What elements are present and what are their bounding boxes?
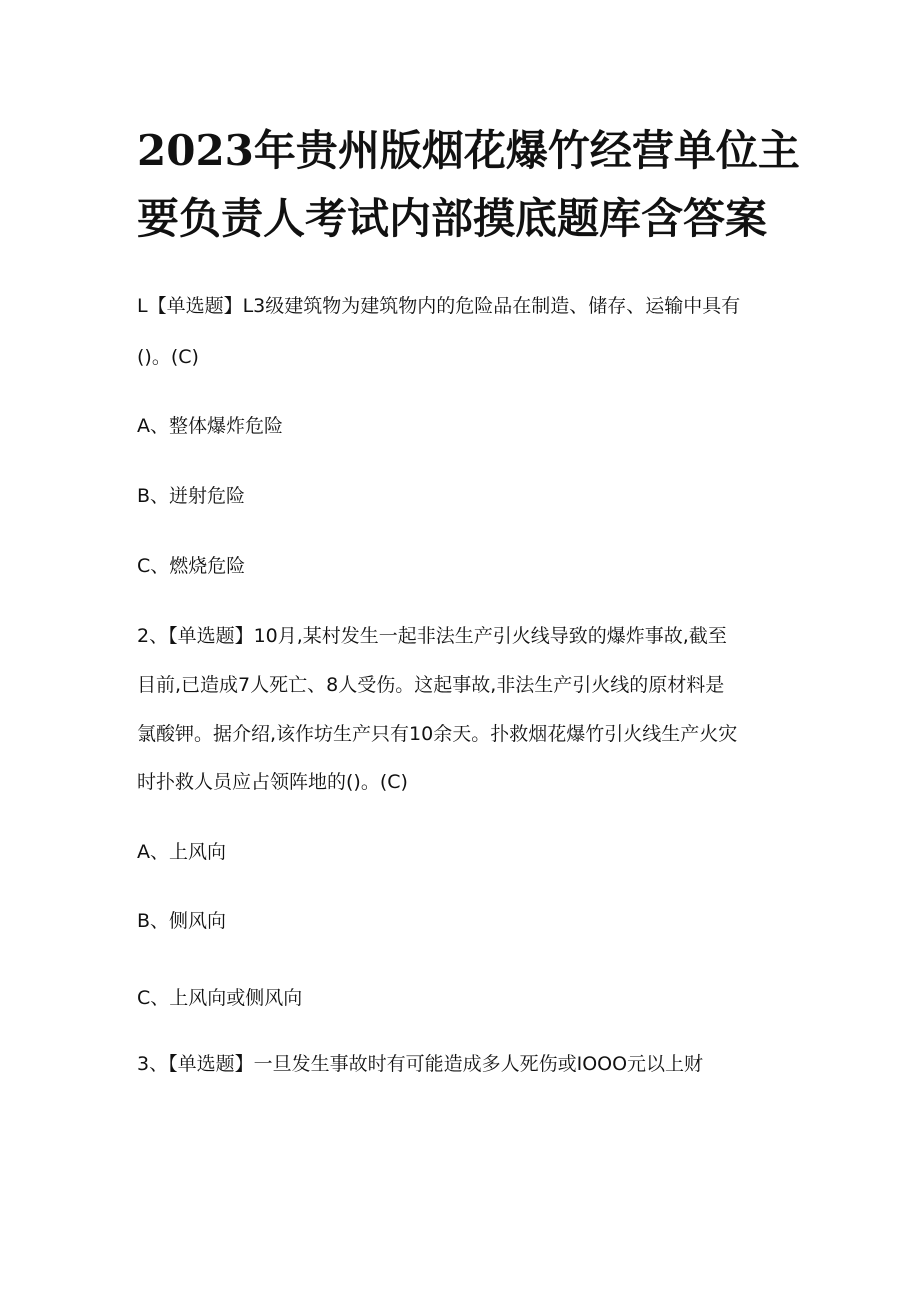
- q2-stem-line-2: 目前,已造成7人死亡、8人受伤。这起事故,非法生产引火线的原材料是: [137, 674, 725, 696]
- q2-stem-line-4: 时扑救人员应占领阵地的()。(C): [137, 771, 408, 793]
- q2-stem-line-3: 氯酸钾。据介绍,该作坊生产只有10余天。扑救烟花爆竹引火线生产火灾: [137, 723, 738, 745]
- q1-option-b: B、迸射危险: [137, 485, 246, 507]
- q1-stem-line-2: ()。(C): [137, 346, 199, 368]
- q2-option-c: C、上风向或侧风向: [137, 987, 303, 1009]
- q1-option-c: C、燃烧危险: [137, 555, 246, 577]
- document-title: [137, 117, 800, 253]
- q3-stem-line-1: 3、【单选题】一旦发生事故时有可能造成多人死伤或IOOO元以上财: [137, 1053, 704, 1075]
- q1-stem-line-1: L【单选题】L3级建筑物为建筑物内的危险品在制造、储存、运输中具有: [137, 295, 741, 317]
- title-line-2: 要负责人考试内部摸底题库含答案: [137, 194, 768, 243]
- title-line-1: 2023年贵州版烟花爆竹经营单位主: [137, 126, 800, 175]
- q2-option-b: B、侧风向: [137, 910, 227, 932]
- q2-stem-line-1: 2、【单选题】10月,某村发生一起非法生产引火线导致的爆炸事故,截至: [137, 625, 727, 647]
- q2-option-a: A、上风向: [137, 841, 226, 863]
- q1-option-a: A、整体爆炸危险: [137, 415, 283, 437]
